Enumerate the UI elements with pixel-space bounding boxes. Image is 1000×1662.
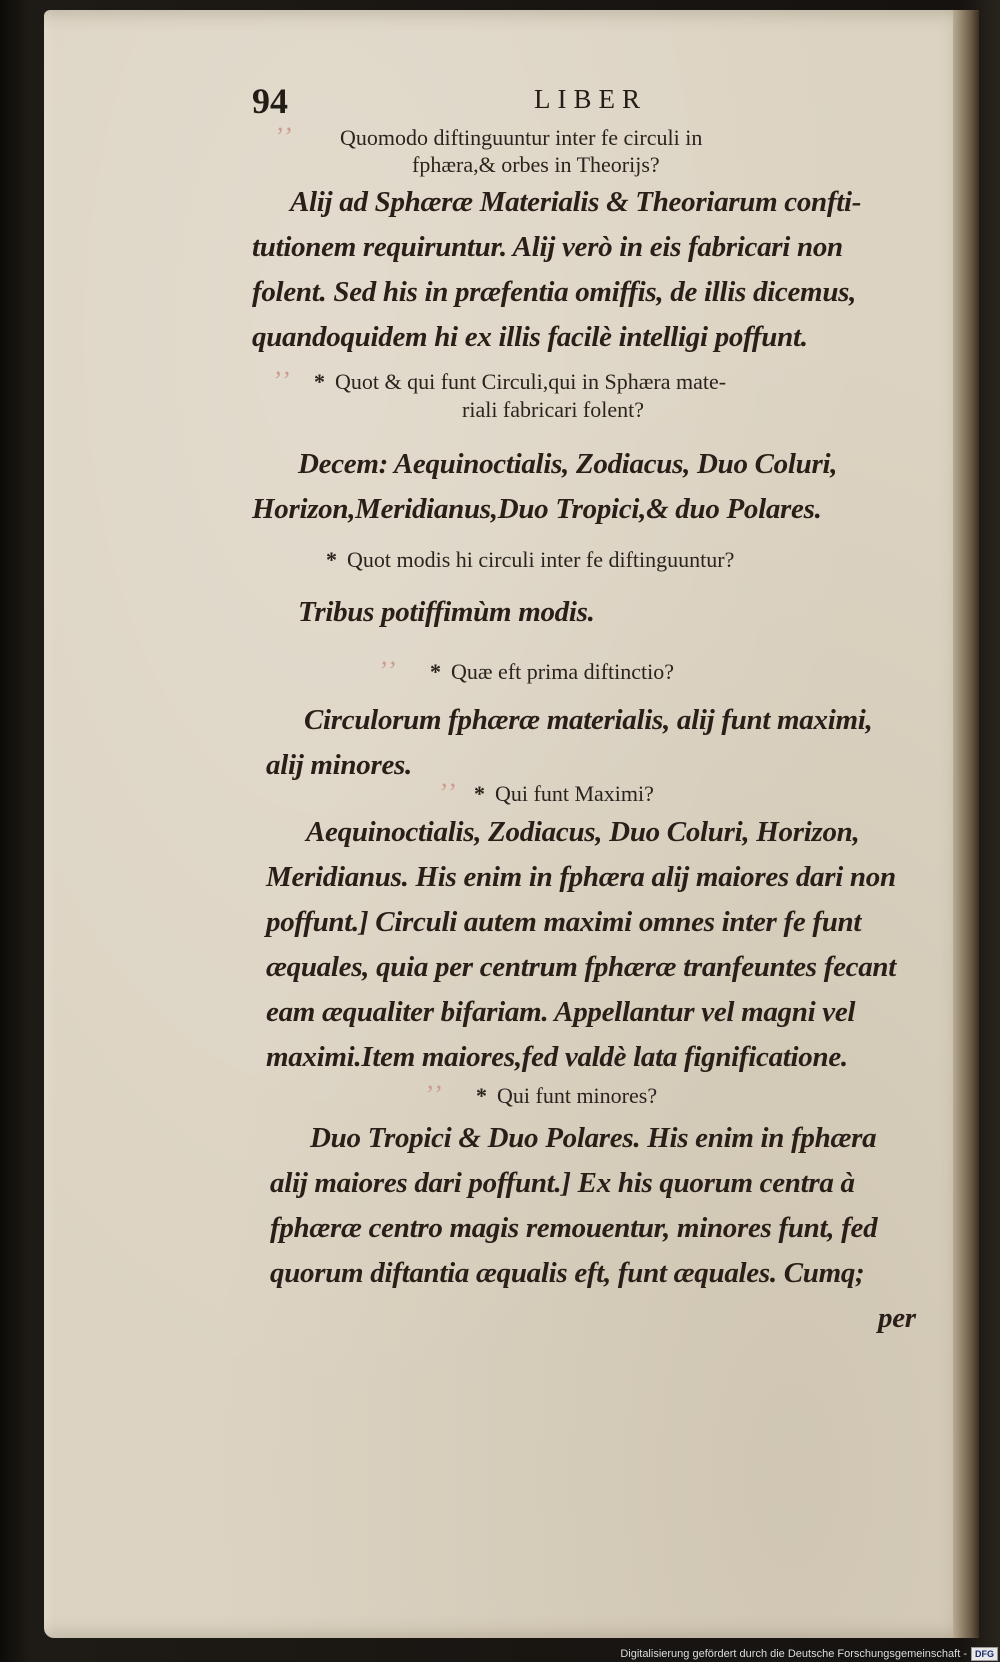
question-1-line-2: fphæra,& orbes in Theorijs?: [412, 152, 660, 177]
asterisk-icon: *: [326, 547, 337, 572]
answer-3: [298, 590, 595, 635]
margin-mark: ʼʼ: [274, 122, 292, 151]
digitization-footer: [580, 1645, 1000, 1662]
answer-5-line: eam æqualiter bifariam. Appellantur vel magni vel: [266, 996, 856, 1028]
answer-2-line: Horizon,Meridianus,Duo Tropici,& duo Polares.: [252, 493, 822, 525]
margin-mark: ʼʼ: [272, 366, 290, 395]
question-3-text: Quot modis hi circuli inter fe diftinguuntur?: [347, 547, 735, 572]
margin-mark: ʼʼ: [438, 778, 456, 807]
answer-6-line: alij maiores dari poffunt.] Ex his quorum centra à: [270, 1167, 855, 1199]
answer-4-line: alij minores.: [266, 749, 412, 781]
answer-6: [270, 1116, 960, 1296]
asterisk-icon: *: [314, 369, 325, 394]
running-head: LIBER: [534, 84, 647, 114]
asterisk-icon: *: [476, 1083, 487, 1108]
footer-text: Digitalisierung gefördert durch die Deutsche Forschungsgemeinschaft -: [620, 1647, 967, 1660]
page-header: [44, 80, 979, 124]
answer-6-line: quorum diftantia æqualis eft, funt æquales. Cumq;: [270, 1257, 865, 1289]
answer-1: [252, 180, 936, 360]
question-5: [474, 780, 654, 807]
dfg-logo: DFG: [971, 1647, 998, 1661]
asterisk-icon: *: [430, 659, 441, 684]
question-6-text: Qui funt minores?: [497, 1083, 658, 1108]
answer-6-line: fphæræ centro magis remouentur, minores funt, fed: [270, 1212, 878, 1244]
question-2-line-1: [314, 368, 726, 395]
margin-mark: ʼʼ: [424, 1080, 442, 1109]
answer-1-line: tutionem requiruntur. Alij verò in eis fabricari non: [252, 231, 843, 263]
page-edge: [953, 10, 979, 1638]
question-4-text: Quæ eft prima diftinctio?: [451, 659, 674, 684]
answer-4: [266, 698, 950, 788]
answer-2: [252, 442, 936, 532]
asterisk-icon: *: [474, 781, 485, 806]
answer-5-line: Aequinoctialis, Zodiacus, Duo Coluri, Horizon,: [306, 816, 860, 848]
answer-1-line: folent. Sed his in præfentia omiffis, de illis dicemus,: [252, 276, 857, 308]
question-6: [476, 1082, 657, 1109]
answer-3-line: Tribus potiffimùm modis.: [298, 596, 595, 628]
question-2-text: Quot & qui funt Circuli,qui in Sphæra mate-: [335, 369, 727, 394]
question-1-line-1: Quomodo diftinguuntur inter fe circuli in: [340, 125, 703, 150]
question-5-text: Qui funt Maximi?: [495, 781, 654, 806]
book-page: [44, 10, 979, 1638]
answer-1-line: Alij ad Sphæræ Materialis & Theoriarum confti-: [290, 186, 862, 218]
page-number: 94: [252, 81, 288, 121]
question-2-line-2: riali fabricari folent?: [462, 397, 645, 422]
answer-5-line: maximi.Item maiores,fed valdè lata fignificatione.: [266, 1041, 848, 1073]
answer-4-line: Circulorum fphæræ materialis, alij funt maximi,: [304, 704, 873, 736]
answer-1-line: quandoquidem hi ex illis facilè intelligi poffunt.: [252, 321, 808, 353]
answer-5-line: poffunt.] Circuli autem maximi omnes inter fe funt: [266, 906, 862, 938]
answer-5-line: æquales, quia per centrum fphæræ tranfeuntes fecant: [266, 951, 896, 983]
answer-5: [266, 810, 956, 1080]
catchword: per: [878, 1302, 916, 1334]
margin-mark: ʼʼ: [378, 656, 396, 685]
question-4: [430, 658, 674, 685]
answer-6-line: Duo Tropici & Duo Polares. His enim in fphæra: [310, 1122, 877, 1154]
question-3: [326, 546, 734, 573]
answer-5-line: Meridianus. His enim in fphæra alij maiores dari non: [266, 861, 896, 893]
answer-2-line: Decem: Aequinoctialis, Zodiacus, Duo Coluri,: [298, 448, 838, 480]
